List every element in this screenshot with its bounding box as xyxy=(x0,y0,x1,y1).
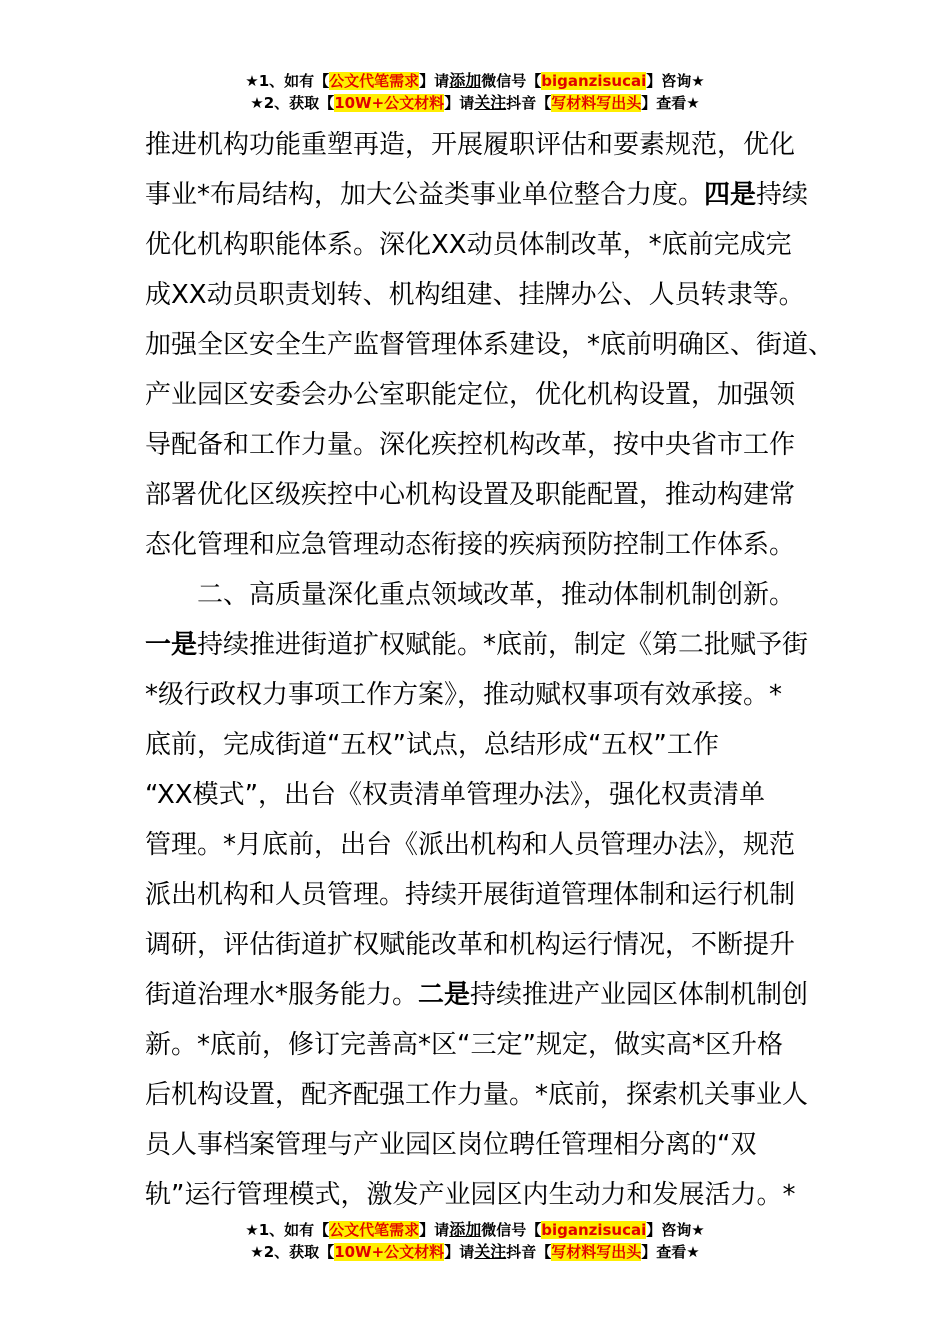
text-line: 一是持续推进街道扩权赋能。*底前，制定《第二批赋予街 xyxy=(145,630,809,660)
text-line: *级行政权力事项工作方案》，推动赋权事项有效承接。* xyxy=(145,680,783,710)
text-line: 派出机构和人员管理。持续开展街道管理体制和运行机制 xyxy=(145,880,796,910)
text-line: 街道治理水*服务能力。二是持续推进产业园区体制机制创 xyxy=(145,980,809,1010)
section-heading: 二、高质量深化重点领域改革，推动体制机制创新。 xyxy=(197,580,796,610)
text-line: 新。*底前，修订完善高*区“三定”规定，做实高*区升格 xyxy=(145,1030,783,1060)
text-line: 员人事档案管理与产业园区岗位聘任管理相分离的“双 xyxy=(145,1130,757,1160)
banner-line-1: ★1、如有【公文代笔需求】请添加微信号【biganzisucai】咨询★ xyxy=(245,71,705,90)
text-line: 成XX动员职责划转、机构组建、挂牌办公、人员转隶等。 xyxy=(145,280,805,310)
text-line: 部署优化区级疾控中心机构设置及职能配置，推动构建常 xyxy=(145,480,796,510)
text-line: 产业园区安委会办公室职能定位，优化机构设置，加强领 xyxy=(145,380,796,410)
text-line: 管理。*月底前，出台《派出机构和人员管理办法》，规范 xyxy=(145,830,796,860)
document-body xyxy=(145,120,835,1220)
text-line: 轨”运行管理模式，激发产业园区内生动力和发展活力。* xyxy=(145,1180,796,1210)
banner-line-2: ★2、获取【10W+公文材料】请关注抖音【写材料写出头】查看★ xyxy=(250,93,700,112)
text-line: 推进机构功能重塑再造，开展履职评估和要素规范，优化 xyxy=(145,130,796,160)
text-line: 加强全区安全生产监督管理体系建设，*底前明确区、街道、 xyxy=(145,330,835,360)
text-line: 优化机构职能体系。深化XX动员体制改革，*底前完成完 xyxy=(145,230,792,260)
text-line: 导配备和工作力量。深化疾控机构改革，按中央省市工作 xyxy=(145,430,796,460)
text-line: 事业*布局结构，加大公益类事业单位整合力度。四是持续 xyxy=(145,180,809,210)
text-line: 后机构设置，配齐配强工作力量。*底前，探索机关事业人 xyxy=(145,1080,809,1110)
footer-banner xyxy=(0,1219,950,1263)
text-line: 底前，完成街道“五权”试点，总结形成“五权”工作 xyxy=(145,730,719,760)
header-banner xyxy=(0,70,950,114)
text-line: “XX模式”，出台《权责清单管理办法》，强化权责清单 xyxy=(145,780,766,810)
banner-line-2: ★2、获取【10W+公文材料】请关注抖音【写材料写出头】查看★ xyxy=(250,1242,700,1261)
text-line: 调研，评估街道扩权赋能改革和机构运行情况，不断提升 xyxy=(145,930,796,960)
banner-line-1: ★1、如有【公文代笔需求】请添加微信号【biganzisucai】咨询★ xyxy=(245,1220,705,1239)
text-line: 态化管理和应急管理动态衔接的疾病预防控制工作体系。 xyxy=(145,530,796,560)
